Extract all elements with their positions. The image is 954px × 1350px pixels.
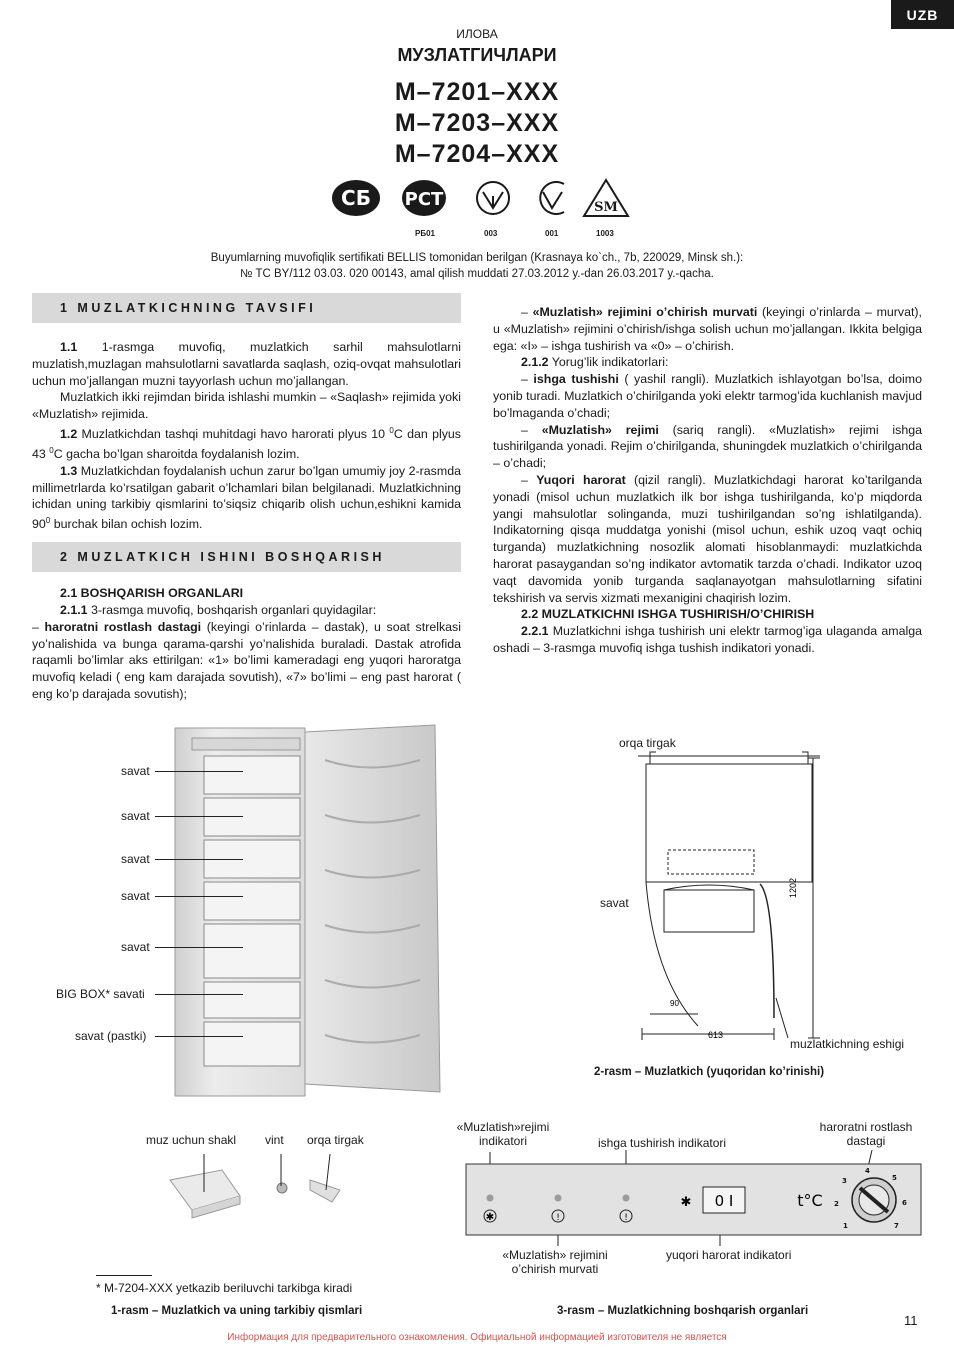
dim-depth: 1202 [788,877,798,898]
label-rear-stop: orqa tirgak [619,736,676,750]
section-1-heading: 1 MUZLATKICHNING TAVSIFI [32,293,461,323]
label-basket-4: savat [121,889,150,903]
freezer-photo [170,720,445,1102]
model-1: M–7201–XXX [394,78,560,106]
stb-mark-icon [332,180,380,216]
language-badge: UZB [891,0,954,29]
leader-line [155,947,243,948]
footnote: * M-7204-XXX yetkazib beriluvchi tarkibga kiradi [96,1281,353,1295]
leader-line [155,896,243,897]
footnote-rule [96,1275,152,1276]
label-basket-5: savat [121,940,150,954]
paragraph-1-2: 1.2 Muzlatkichdan tashqi muhitdagi havo harorati plyus 10 $^0$C dan plyus 43 $^0$C gacha bo’lgan sharoitda foydalanish lozim. [32,425,461,462]
dial-number: 4 [865,1167,870,1175]
label-basket-topview: savat [600,896,629,910]
certificate-line-2: № TC BY/112 03.03. 020 00143, amal qilish muddati 27.03.2012 y.-dan 26.03.2017 y.-qacha. [240,268,714,280]
eac-mark-2-icon [540,182,564,214]
freeze-indicator-led [487,1195,494,1202]
paragraph-indicator-hightemp: – Yuqori harorat (qizil rangli). Muzlatkichdagi harorat ko’tarilganda yonadi (misol uchun muzlatkich ilk bor ishga tushirilganda, ko’p miqdorda yangi mahsulotlar solinganda, muzi tushirilgandan so’ng ishlatilganda). Indikatorning qisqa muddatga yonishi (misol uchun, eshik uzoq vaqt ochiq turganda) muzlatkichning nosozlik alomati hisoblanmaydi: muzlatkichda harorat pasaygandan so’ng indikator avtomatik tarzda o’chadi. Indikator uzoq vaqt davomida yonib turganda saqlanayotgan mahsulotlarning sifatini tekshirish va servis xizmati mexanigini chaqirish lozim. [493,472,922,605]
dial-number: 7 [894,1222,899,1230]
certificate-text [0,250,954,282]
label-freeze-switch: «Muzlatish» rejimini o’chirish murvati [502,1248,608,1276]
document-title: МУЗЛАТГИЧЛАРИ [397,45,557,65]
leader-line [155,816,243,817]
paragraph-2-1-2: 2.1.2 Yorug’lik indikatorlari: [521,355,669,370]
cert-code: 1003 [596,229,614,238]
paragraph-2-1-1: 2.1.1 3-rasmga muvofiq, boshqarish organlari quyidagilar: [60,602,377,617]
rst-mark-icon [402,180,446,216]
certification-marks [330,178,635,222]
power-indicator-led [623,1195,630,1202]
dial-number: 2 [834,1200,839,1208]
label-screw: vint [265,1133,284,1147]
label-door: muzlatkichning eshigi [790,1037,905,1051]
label-power-indicator: ishga tushirish indikatori [598,1136,727,1150]
figure-3-caption: 3-rasm – Muzlatkichning boshqarish organlari [557,1305,809,1317]
label-basket-1: savat [121,764,150,778]
control-panel-diagram [462,1150,924,1255]
accessories-photo [160,1150,370,1228]
sm-mark-icon [584,180,628,216]
dial-number: 3 [842,1177,847,1185]
top-view-diagram [598,748,928,1058]
temperature-icon: t°C [797,1191,823,1210]
screw-icon [277,1183,287,1193]
leader-line [155,771,243,772]
section-2-heading: 2 MUZLATKICH ISHINI BOSHQARISH [32,542,461,572]
paragraph-modes: Muzlatkich ikki rejimdan birida ishlashi mumkin – «Saqlash» rejimida yoki «Muzlatish» rejimida. [32,390,461,422]
paragraph-2-2-1: 2.2.1 Muzlatkichni ishga tushirish uni elektr tarmog’iga ulaganda amalga oshadi – 3-rasmga muvofiq ishga tushish indikatori yonadi. [493,624,922,655]
figure-2-caption: 2-rasm – Muzlatkich (yuqoridan ko’rinishi) [594,1066,825,1078]
snowflake-icon: ✱ [485,1212,495,1223]
paragraph-1-1: 1.1 1-rasmga muvofiq, muzlatkich sarhil mahsulotlarni muzlatish,muzlagan mahsulotlarni savatlarda saqlash, oziq-ovqat mahsulotlari uchun mo’jallangan muzni tayyorlash uchun mo’jallangan. [32,340,461,388]
label-basket-2: savat [121,809,150,823]
svg-text:СБ: СБ [341,186,371,210]
figure-1-caption: 1-rasm – Muzlatkich va uning tarkibiy qismlari [111,1305,363,1317]
label-freeze-indicator: «Muzlatish»rejimi indikatori [456,1120,550,1148]
hightemp-indicator-led [555,1195,562,1202]
label-bigbox: BIG BOX* savati [56,987,145,1001]
leader-line [155,994,243,995]
leader-line [155,1036,243,1037]
paragraph-indicator-power: – ishga tushishi ( yashil rangli). Muzlatkich ishlayotgan bo’lsa, doimo yonib turadi. Muzlatkich o’chirilganda yoki elektr tarmog’ida kuchlanish mavjud bo’lmaganda o’chadi; [493,372,922,420]
label-temp-dial: haroratni rostlash dastagi [819,1120,913,1148]
dial-number: 1 [843,1222,848,1230]
svg-text:РСТ: РСТ [404,189,444,210]
left-column [32,293,461,703]
subsection-2-2: 2.2 MUZLATKICHNI ISHGA TUSHIRISH/O’CHIRISH [521,607,815,622]
warning-icon: ! [556,1213,560,1223]
paragraph-switch: – «Muzlatish» rejimini o’chirish murvati (keyingi o’rinlarda – murvat), u «Muzlatish» rejimini o’chirish/ishga solish uchun mo’jallangan. Ikkita belgiga ega: «I» – ishga tushirish va «0» – o’chirish. [493,305,923,353]
subsection-2-1: 2.1 BOSHQARISH ORGANLARI [60,586,244,601]
page-number: 11 [904,1313,918,1328]
dial-number: 5 [892,1174,897,1182]
right-column [493,304,922,657]
cert-code: РБ01 [415,229,435,238]
temperature-dial[interactable] [852,1178,896,1222]
model-3: M–7204–XXX [394,140,560,168]
label-hightemp-indicator: yuqori harorat indikatori [666,1248,792,1262]
cert-code: 003 [484,229,498,238]
cert-codes [0,229,954,241]
cert-code: 001 [545,229,559,238]
paragraph-1-3: 1.3 Muzlatkichdan foydalanish uchun zarur bo’lgan umumiy joy 2-rasmda millimetrlarda ko’rsatilgan gabarit o’lchamlari bilan belgilanadi. Muzlatkichning ichidan uning tarkibiy qismlarini to’siqsiz chiqarib olish uchun,eshikni kamida $90^0$ burchak bilan ochish lozim. [32,463,461,532]
freeze-switch-label: 0 I [714,1192,734,1210]
angle-label: 90 [670,999,679,1008]
paragraph-indicator-freeze: – «Muzlatish» rejimi (sariq rangli). «Muzlatish» rejimi ishga tushirilganda yonadi. Rejim o’chirilganda, shuningdek muzlatkich o’chirilganda – o’chadi; [493,422,922,471]
ice-tray-icon [170,1170,240,1218]
snowflake-switch-icon: ✱ [680,1195,692,1210]
dial-number: 6 [902,1199,907,1207]
power-icon: ! [624,1213,628,1223]
appendix-label: ИЛОВА [456,27,498,41]
label-rear-stop-part: orqa tirgak [307,1133,364,1147]
eac-mark-1-icon [477,182,509,214]
label-basket-3: savat [121,852,150,866]
paragraph-dial: – haroratni rostlash dastagi (keyingi o’rinlarda – dastak), u soat strelkasi yo’nalishida va bunga qarama-qarshi yo’nalishida buraladi. Dastak atrofida raqamli bo’limlar aks ettirilgan: «1» bo’limi kameradagi eng yuqori haroratga muvofiq keladi ( eng kam darajada sovutish), «7» bo’limi – eng past harorat ( eng ko’p darajada sovutish); [32,619,462,701]
certificate-line-1: Buyumlarning muvofiqlik sertifikati BELLIS tomonidan berilgan (Krasnaya ko`ch., 7b, 220029, Minsk sh.): [210,252,744,264]
disclaimer: Информация для предварительного ознакомления. Официальной информацией изготовителя не является [227,1332,727,1343]
leader-line [155,859,243,860]
rear-stop-icon [310,1180,340,1202]
dim-width: 613 [708,1030,724,1040]
svg-text:SM: SM [594,200,618,215]
label-ice-tray: muz uchun shakl [146,1133,237,1147]
label-basket-bottom: savat (pastki) [75,1029,147,1043]
model-2: M–7203–XXX [394,109,560,137]
